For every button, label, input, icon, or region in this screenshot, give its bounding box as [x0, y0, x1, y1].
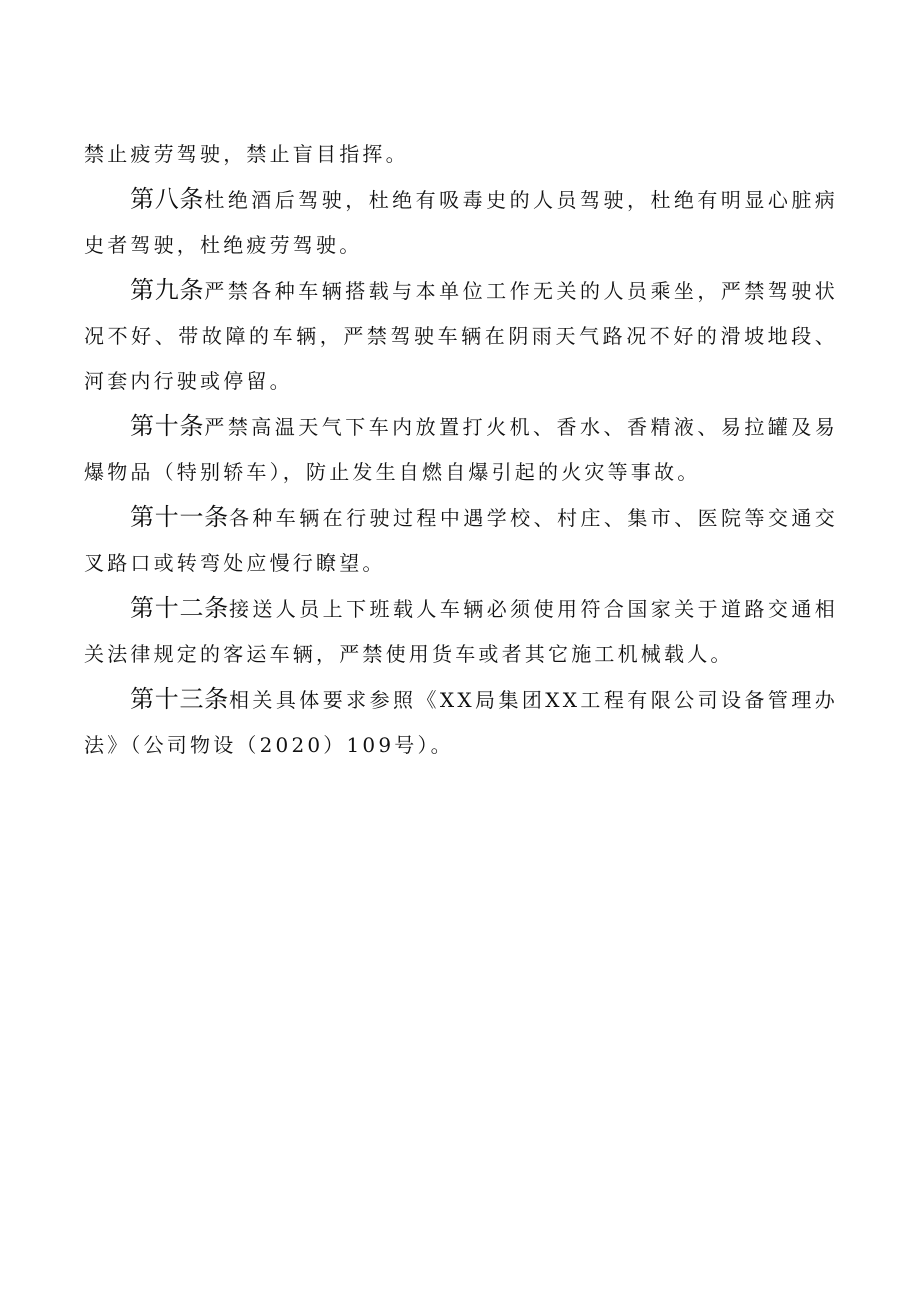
article-10 — [84, 404, 838, 495]
article-12 — [84, 586, 838, 677]
article-text: 严禁高温天气下车内放置打火机、香水、香精液、易拉罐及易爆物品（特别轿车），防止发生自燃自爆引起的火灾等事故。 — [84, 415, 838, 484]
article-9 — [84, 268, 838, 404]
article-8 — [84, 177, 838, 268]
article-text: 接送人员上下班载人车辆必须使用符合国家关于道路交通相关法律规定的客运车辆，严禁使用货车或者其它施工机械载人。 — [84, 597, 838, 666]
continuation-paragraph — [84, 132, 838, 177]
article-heading: 第十条 — [130, 412, 205, 440]
article-13 — [84, 677, 838, 768]
article-heading: 第十二条 — [130, 594, 229, 622]
article-heading: 第十三条 — [130, 685, 229, 713]
article-heading: 第八条 — [130, 185, 205, 213]
article-11 — [84, 495, 838, 586]
article-heading: 第十一条 — [130, 503, 229, 531]
article-text: 各种车辆在行驶过程中遇学校、村庄、集市、医院等交通交叉路口或转弯处应慢行瞭望。 — [84, 506, 838, 575]
article-text: 相关具体要求参照《XX局集团XX工程有限公司设备管理办法》（公司物设（2020）109号）。 — [84, 688, 838, 757]
article-heading: 第九条 — [130, 276, 205, 304]
article-text: 杜绝酒后驾驶，杜绝有吸毒史的人员驾驶，杜绝有明显心脏病史者驾驶，杜绝疲劳驾驶。 — [84, 188, 838, 257]
continuation-text: 禁止疲劳驾驶，禁止盲目指挥。 — [84, 142, 409, 166]
document-body — [84, 132, 838, 768]
article-text: 严禁各种车辆搭载与本单位工作无关的人员乘坐，严禁驾驶状况不好、带故障的车辆，严禁驾驶车辆在阴雨天气路况不好的滑坡地段、河套内行驶或停留。 — [84, 279, 838, 393]
